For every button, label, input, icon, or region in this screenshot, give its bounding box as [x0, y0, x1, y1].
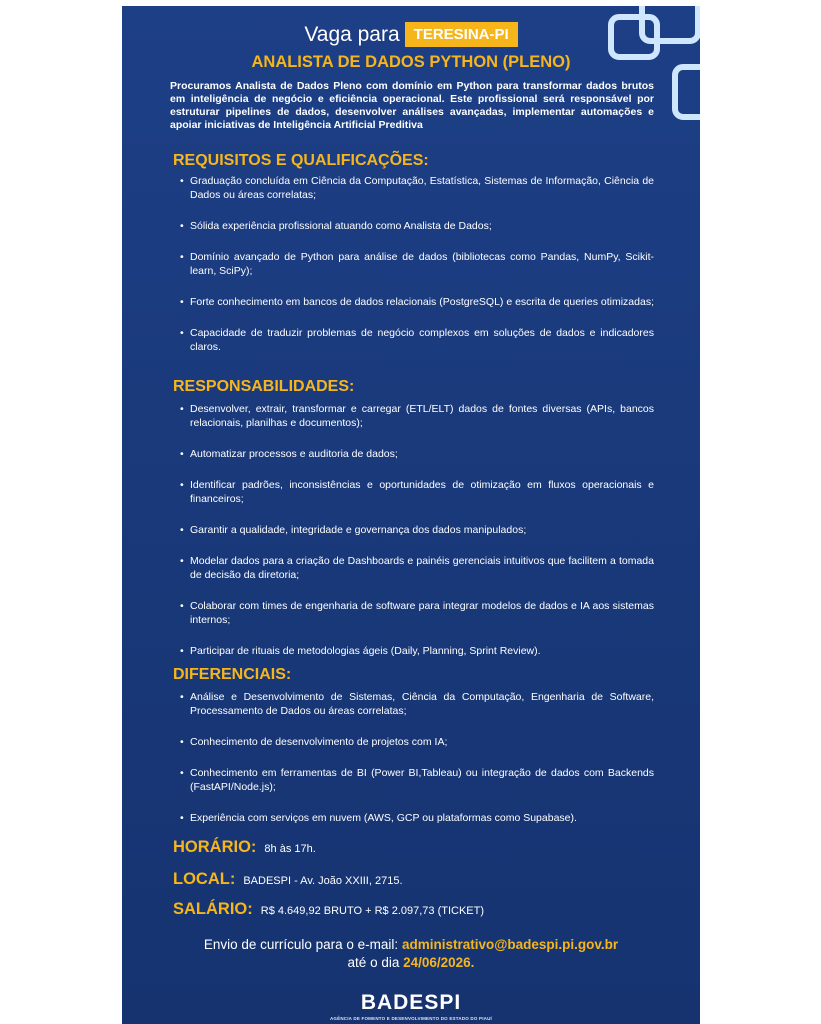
salario-value: R$ 4.649,92 BRUTO + R$ 2.097,73 (TICKET) [260, 905, 485, 917]
horario-value: 8h às 17h. [264, 843, 316, 855]
list-item: • Capacidade de traduzir problemas de negócio complexos em soluções de dados e indicadores claros. [180, 326, 654, 354]
list-item: • Colaborar com times de engenharia de software para integrar modelos de dados e IA aos sistemas internos; [180, 599, 654, 627]
salario-row [173, 900, 484, 919]
responsabilidades-list [180, 402, 654, 675]
city-badge: TERESINA-PI [405, 22, 518, 47]
job-poster [122, 6, 700, 1024]
requisitos-list [180, 174, 654, 371]
list-item: • Participar de rituais de metodologias ágeis (Daily, Planning, Sprint Review). [180, 644, 654, 658]
salario-label: SALÁRIO: [173, 900, 253, 918]
list-item: • Análise e Desenvolvimento de Sistemas, Ciência da Computação, Engenharia de Software, Processamento de Dados ou áreas correlatas; [180, 690, 654, 718]
vaga-prefix: Vaga para [304, 22, 400, 46]
badespi-logo [122, 991, 700, 1021]
list-item: • Experiência com serviços em nuvem (AWS, GCP ou plataformas como Supabase). [180, 811, 654, 825]
deadline-prefix: até o dia [347, 955, 400, 970]
logo-name: BADESPI [360, 991, 462, 1014]
list-item: • Domínio avançado de Python para análise de dados (bibliotecas como Pandas, NumPy, Scikit-learn, SciPy); [180, 250, 654, 278]
list-item: • Garantir a qualidade, integridade e governança dos dados manipulados; [180, 523, 654, 537]
role-title: ANALISTA DE DADOS PYTHON (PLENO) [251, 53, 571, 71]
local-label: LOCAL: [173, 870, 236, 888]
horario-row [173, 838, 316, 857]
responsabilidades-heading: RESPONSABILIDADES: [173, 378, 355, 395]
list-item: • Sólida experiência profissional atuando como Analista de Dados; [180, 219, 654, 233]
deadline-date: 24/06/2026. [403, 955, 475, 970]
envio-email: administrativo@badespi.pi.gov.br [401, 937, 619, 952]
local-value: BADESPI - Av. João XXIII, 2715. [243, 875, 403, 887]
poster-header [122, 22, 700, 72]
envio-block [122, 936, 700, 972]
requisitos-heading: REQUISITOS E QUALIFICAÇÕES: [173, 152, 429, 169]
logo-subtitle: AGÊNCIA DE FOMENTO E DESENVOLVIMENTO DO ESTADO DO PIAUÍ [329, 1016, 492, 1021]
list-item: • Conhecimento de desenvolvimento de projetos com IA; [180, 735, 654, 749]
list-item: • Forte conhecimento em bancos de dados relacionais (PostgreSQL) e escrita de queries otimizadas; [180, 295, 654, 309]
list-item: • Conhecimento em ferramentas de BI (Power BI,Tableau) ou integração de dados com Backends (FastAPI/Node.js); [180, 766, 654, 794]
intro-text: Procuramos Analista de Dados Pleno com domínio em Python para transformar dados brutos em inteligência de negócio e eficiência operacional. Este profissional será responsável por estruturar pipelines de dados, desenvolver análises avançadas, implementar automações e apoiar iniciativas de Inteligência Artificial Preditiva [170, 80, 654, 131]
list-item: • Graduação concluída em Ciência da Computação, Estatística, Sistemas de Informação, Ciência de Dados ou áreas correlatas; [180, 174, 654, 202]
diferenciais-list [180, 690, 654, 842]
diferenciais-heading: DIFERENCIAIS: [173, 666, 292, 683]
list-item: • Modelar dados para a criação de Dashboards e painéis gerenciais intuitivos que facilitem a tomada de decisão da diretoria; [180, 554, 654, 582]
local-row [173, 870, 403, 889]
list-item: • Desenvolver, extrair, transformar e carregar (ETL/ELT) dados de fontes diversas (APIs, bancos relacionais, planilhas e documentos); [180, 402, 654, 430]
list-item: • Identificar padrões, inconsistências e oportunidades de otimização em fluxos operacionais e financeiros; [180, 478, 654, 506]
list-item: • Automatizar processos e auditoria de dados; [180, 447, 654, 461]
decorative-square-icon [672, 64, 700, 120]
envio-prefix: Envio de currículo para o e-mail: [203, 937, 399, 952]
horario-label: HORÁRIO: [173, 838, 257, 856]
